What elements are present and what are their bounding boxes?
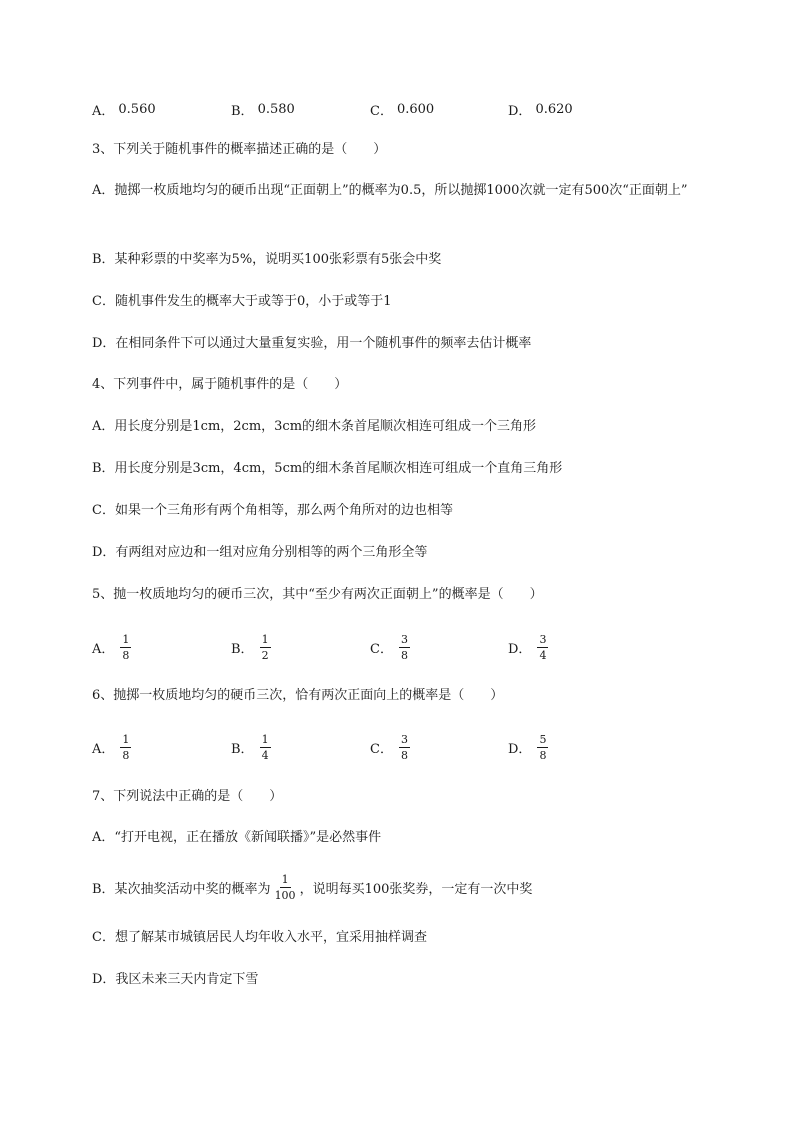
fraction-numerator: 1: [261, 732, 269, 746]
q4-option-c[interactable]: C．如果一个三角形有两个角相等，那么两个角所对的边也相等: [92, 503, 453, 518]
q2-options: [92, 89, 652, 129]
fraction-denominator: 8: [400, 648, 408, 662]
q7-option-d[interactable]: D．我区未来三天内肯定下雪: [92, 972, 259, 987]
option-label: D．: [508, 103, 532, 119]
fraction: [537, 733, 548, 762]
fraction-numerator: 1: [281, 872, 289, 886]
fraction: [273, 873, 298, 902]
option-label: A．: [92, 741, 115, 757]
option-label: C．: [370, 641, 393, 657]
fraction-denominator: 4: [539, 648, 547, 662]
q6-options: [92, 727, 652, 767]
fraction-numerator: 1: [261, 632, 269, 646]
option-text-suffix: ，说明每买100张奖券，一定有一次中奖: [299, 881, 533, 897]
q4-option-a[interactable]: A．用长度分别是1cm，2cm，3cm的细木条首尾顺次相连可组成一个三角形: [92, 419, 537, 434]
fraction: [537, 633, 548, 662]
q6-option-c[interactable]: [370, 727, 412, 767]
q7-option-a[interactable]: A．“打开电视，正在播放《新闻联播》”是必然事件: [92, 830, 382, 845]
option-label: B．: [231, 103, 254, 119]
fraction-numerator: 3: [400, 732, 408, 746]
q3-option-b[interactable]: B．某种彩票的中奖率为5%，说明买100张彩票有5张会中奖: [92, 252, 442, 267]
option-text: 0.600: [396, 101, 435, 117]
fraction-denominator: 8: [539, 748, 547, 762]
fraction-numerator: 1: [122, 632, 130, 646]
option-label: C．: [370, 741, 393, 757]
q5-option-c[interactable]: [370, 627, 412, 667]
option-label: A．: [92, 103, 115, 119]
q2-option-c[interactable]: [370, 89, 434, 129]
q3-option-a[interactable]: A．抛掷一枚质地均匀的硬币出现“正面朝上”的概率为0.5，所以抛掷1000次就一定有500次“正面朝上”: [92, 183, 688, 198]
fraction-numerator: 5: [539, 732, 547, 746]
option-text: 0.580: [257, 101, 295, 117]
q2-option-d[interactable]: [508, 89, 573, 129]
option-label: B．: [231, 641, 254, 657]
fraction: [260, 633, 271, 662]
fraction: [399, 633, 410, 662]
fraction-denominator: 8: [122, 648, 130, 662]
option-text: 0.560: [118, 101, 156, 117]
fraction-numerator: 3: [539, 632, 547, 646]
option-label: D．: [508, 641, 532, 657]
option-label: B．: [231, 741, 254, 757]
q6-stem: 6、抛掷一枚质地均匀的硬币三次，恰有两次正面向上的概率是（ ）: [92, 688, 504, 703]
q6-option-b[interactable]: [231, 727, 273, 767]
fraction-denominator: 8: [122, 748, 130, 762]
q4-stem: 4、下列事件中，属于随机事件的是（ ）: [92, 377, 348, 392]
option-text: 0.620: [535, 101, 573, 117]
option-label: A．: [92, 641, 115, 657]
q2-option-a[interactable]: [92, 89, 156, 129]
fraction: [260, 733, 271, 762]
q5-option-d[interactable]: [508, 627, 550, 667]
fraction-denominator: 2: [261, 648, 269, 662]
q5-options: [92, 627, 652, 667]
fraction: [120, 633, 131, 662]
q3-stem: 3、下列关于随机事件的概率描述正确的是（ ）: [92, 142, 387, 157]
fraction-numerator: 1: [122, 732, 130, 746]
q2-option-b[interactable]: [231, 89, 295, 129]
option-label: C．: [370, 103, 393, 119]
q6-option-a[interactable]: [92, 727, 133, 767]
fraction-denominator: 4: [261, 748, 269, 762]
option-label: D．: [508, 741, 532, 757]
q4-option-d[interactable]: D．有两组对应边和一组对应角分别相等的两个三角形全等: [92, 545, 428, 560]
q5-stem: 5、抛一枚质地均匀的硬币三次，其中“至少有两次正面朝上”的概率是（ ）: [92, 587, 543, 602]
q5-option-a[interactable]: [92, 627, 133, 667]
q7-option-b[interactable]: [92, 867, 532, 907]
q4-option-b[interactable]: B．用长度分别是3cm，4cm，5cm的细木条首尾顺次相连可组成一个直角三角形: [92, 461, 563, 476]
fraction: [120, 733, 131, 762]
q3-option-d[interactable]: D．在相同条件下可以通过大量重复实验，用一个随机事件的频率去估计概率: [92, 336, 532, 351]
option-text-prefix: B．某次抽奖活动中奖的概率为: [92, 881, 271, 897]
fraction-denominator: 8: [400, 748, 408, 762]
fraction-denominator: 100: [274, 888, 296, 902]
q3-option-c[interactable]: C．随机事件发生的概率大于或等于0，小于或等于1: [92, 294, 392, 309]
fraction-numerator: 3: [400, 632, 408, 646]
q6-option-d[interactable]: [508, 727, 550, 767]
fraction: [399, 733, 410, 762]
q7-option-c[interactable]: C．想了解某市城镇居民人均年收入水平，宜采用抽样调查: [92, 930, 427, 945]
q7-stem: 7、下列说法中正确的是（ ）: [92, 789, 283, 804]
q5-option-b[interactable]: [231, 627, 273, 667]
